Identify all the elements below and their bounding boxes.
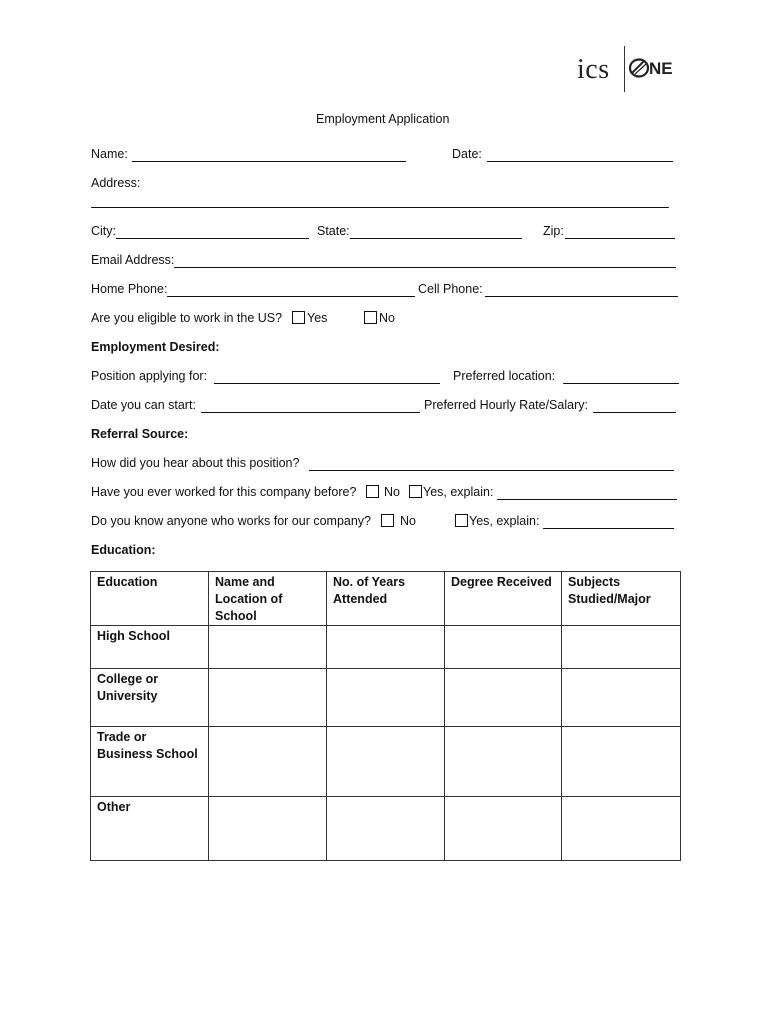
logo-ics-text: ics bbox=[577, 54, 610, 85]
know-anyone-explain-field[interactable] bbox=[543, 528, 674, 529]
row-label: Trade or Business School bbox=[91, 727, 209, 797]
name-label: Name: bbox=[91, 147, 128, 161]
row-label: Other bbox=[91, 797, 209, 861]
eligible-yes-label: Yes bbox=[307, 311, 328, 325]
home-phone-label: Home Phone: bbox=[91, 282, 168, 296]
table-cell[interactable] bbox=[327, 626, 445, 669]
city-field[interactable] bbox=[116, 238, 309, 239]
logo-ne-text: NE bbox=[649, 59, 673, 78]
table-cell[interactable] bbox=[327, 797, 445, 861]
position-field[interactable] bbox=[214, 383, 440, 384]
eligible-no-checkbox[interactable] bbox=[364, 311, 377, 324]
table-header-row bbox=[91, 572, 681, 626]
table-row bbox=[91, 727, 681, 797]
home-phone-field[interactable] bbox=[167, 296, 415, 297]
eligible-question: Are you eligible to work in the US? bbox=[91, 311, 283, 325]
worked-before-question: Have you ever worked for this company before? bbox=[91, 485, 357, 499]
table-cell[interactable] bbox=[209, 797, 327, 861]
column-header: No. of Years Attended bbox=[327, 572, 445, 626]
know-anyone-no-checkbox[interactable] bbox=[381, 514, 394, 527]
email-label: Email Address: bbox=[91, 253, 175, 267]
name-field[interactable] bbox=[132, 161, 406, 162]
hear-about-label: How did you hear about this position? bbox=[91, 456, 300, 470]
cell-phone-field[interactable] bbox=[485, 296, 678, 297]
page-title: Employment Application bbox=[316, 112, 450, 126]
address-label: Address: bbox=[91, 176, 141, 190]
table-cell[interactable] bbox=[445, 727, 562, 797]
know-anyone-yes-checkbox[interactable] bbox=[455, 514, 468, 527]
start-date-label: Date you can start: bbox=[91, 398, 196, 412]
table-cell[interactable] bbox=[562, 669, 681, 727]
eligible-no-label: No bbox=[379, 311, 395, 325]
state-label: State: bbox=[317, 224, 350, 238]
row-label: College or University bbox=[91, 669, 209, 727]
worked-before-explain-field[interactable] bbox=[497, 499, 677, 500]
zip-label: Zip: bbox=[543, 224, 564, 238]
company-logo bbox=[573, 46, 685, 94]
email-field[interactable] bbox=[174, 267, 676, 268]
table-row bbox=[91, 626, 681, 669]
education-table bbox=[90, 571, 681, 861]
date-field[interactable] bbox=[487, 161, 673, 162]
column-header: Subjects Studied/Major bbox=[562, 572, 681, 626]
zip-field[interactable] bbox=[565, 238, 675, 239]
worked-before-yes-checkbox[interactable] bbox=[409, 485, 422, 498]
know-anyone-question: Do you know anyone who works for our company? bbox=[91, 514, 372, 528]
table-cell[interactable] bbox=[562, 797, 681, 861]
logo-divider bbox=[624, 46, 625, 92]
table-cell[interactable] bbox=[209, 669, 327, 727]
cell-phone-label: Cell Phone: bbox=[418, 282, 483, 296]
logo-one-text bbox=[629, 58, 673, 79]
state-field[interactable] bbox=[350, 238, 522, 239]
referral-heading: Referral Source: bbox=[91, 427, 189, 441]
preferred-location-field[interactable] bbox=[563, 383, 679, 384]
column-header: Name and Location of School bbox=[209, 572, 327, 626]
table-cell[interactable] bbox=[209, 626, 327, 669]
logo-globe-icon bbox=[629, 58, 649, 78]
table-cell[interactable] bbox=[327, 669, 445, 727]
row-label: High School bbox=[91, 626, 209, 669]
worked-before-no-checkbox[interactable] bbox=[366, 485, 379, 498]
table-row bbox=[91, 669, 681, 727]
education-heading: Education: bbox=[91, 543, 156, 557]
eligible-yes-checkbox[interactable] bbox=[292, 311, 305, 324]
know-anyone-yes-label: Yes, explain: bbox=[469, 514, 540, 528]
column-header: Education bbox=[91, 572, 209, 626]
table-cell[interactable] bbox=[327, 727, 445, 797]
table-cell[interactable] bbox=[445, 797, 562, 861]
date-label: Date: bbox=[452, 147, 482, 161]
table-cell[interactable] bbox=[209, 727, 327, 797]
table-cell[interactable] bbox=[445, 669, 562, 727]
table-cell[interactable] bbox=[562, 626, 681, 669]
city-label: City: bbox=[91, 224, 116, 238]
column-header: Degree Received bbox=[445, 572, 562, 626]
rate-field[interactable] bbox=[593, 412, 676, 413]
worked-before-no-label: No bbox=[384, 485, 400, 499]
position-label: Position applying for: bbox=[91, 369, 208, 383]
address-field[interactable] bbox=[91, 207, 669, 208]
hear-about-field[interactable] bbox=[309, 470, 674, 471]
preferred-location-label: Preferred location: bbox=[453, 369, 556, 383]
table-cell[interactable] bbox=[562, 727, 681, 797]
start-date-field[interactable] bbox=[201, 412, 420, 413]
know-anyone-no-label: No bbox=[400, 514, 416, 528]
table-cell[interactable] bbox=[445, 626, 562, 669]
employment-heading: Employment Desired: bbox=[91, 340, 220, 354]
rate-label: Preferred Hourly Rate/Salary: bbox=[424, 398, 588, 412]
table-row bbox=[91, 797, 681, 861]
worked-before-yes-label: Yes, explain: bbox=[423, 485, 494, 499]
